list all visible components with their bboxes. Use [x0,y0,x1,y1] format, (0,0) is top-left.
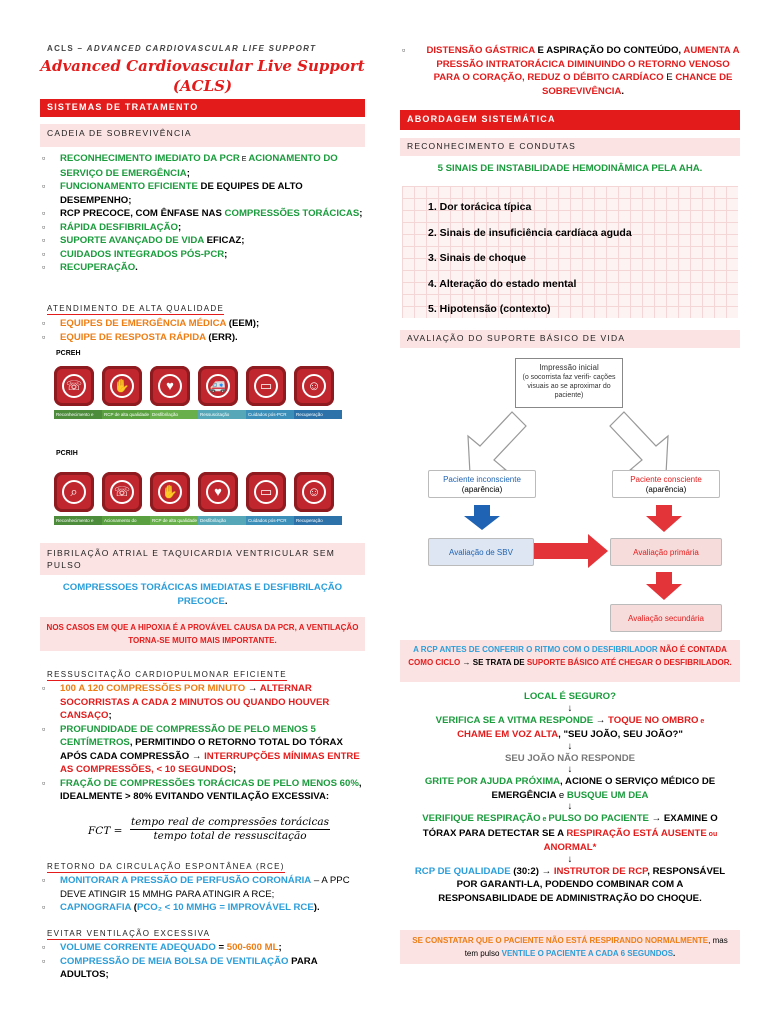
list-item [40,221,365,235]
text-run: ; [224,248,228,260]
segment: Cuidados pós-PCR [246,516,294,525]
list-item [40,248,365,262]
section-bar-sistemas: SISTEMAS DE TRATAMENTO [40,99,365,117]
avaliacao-primaria-box: Avaliação primária [610,538,722,566]
rcp-note [400,640,740,682]
avaliacao-sbv-box: Avaliação de SBV [428,538,534,566]
impressao-text: (o socorrista faz verifi- cações visuais ao se aproximar do paciente) [522,374,616,399]
text-run: VOLUME CORRENTE ADEQUADO [60,942,216,953]
pcreh-banner [54,362,342,444]
fct-denominator: tempo total de ressuscitação [153,830,307,842]
segment: Recuperação [294,410,342,419]
text-run: INTERRUPÇÕES MÍNIMAS ENTRE AS COMPRESSÕES, < 10 SEGUNDOS [60,750,360,775]
text-run: FUNCIONAMENTO EFICIENTE [60,181,198,192]
text-run: e [558,789,565,801]
section-bar-fa: FIBRILAÇÃO ATRIAL E TAQUICARDIA VENTRICULAR SEM PULSO [40,543,365,575]
text-run: , RESPONSÁVEL POR GARANTI-LA, PODENDO COMBINAR COM A RESPONSABILIDADE DE ADMINISTRAÇÃO DO CHOQUE. [438,865,726,904]
text-run: RCP DE QUALIDADE [414,865,511,877]
magnifier-icon: ⌕ [54,472,94,512]
list-item [40,874,365,901]
fa-conduct: COMPRESSOES TORÁCICAS IMEDIATAS E DESFIBRILAÇÃO PRECOCE. [62,582,343,607]
step-local-seguro: LOCAL É SEGURO? [523,691,617,702]
outline-arrow-left [468,412,526,474]
text-run: e [540,816,549,823]
text-run: → [593,714,609,726]
distensao-list [400,44,740,98]
text-run: NÃO É CONTADA COMO CICLO [408,645,727,667]
text-run: SUPORTE AVANÇADO DE VIDA [60,235,204,246]
list-item [40,331,365,345]
subheading-rce: RETORNO DA CIRCULAÇÃO ESPONTÂNEA (RCE) [47,862,285,871]
sinal-item: 3. Sinais de choque [428,252,527,264]
segment: Reconhecimento e acionamento do serviço médico de emergência [54,410,102,419]
impressao-title: Impressão inicial [539,363,599,372]
avaliacao-secundaria-box: Avaliação secundária [610,604,722,632]
list-item [40,682,365,723]
list-item [40,152,365,180]
text-run: ou [706,830,718,838]
text-run: AUMENTA A PRESSÃO INTRATORÁCICA DIMINUINDO O RETORNO VENOSO PARA O CORAÇÃO, REDUZ O DÉBITO CARDÍACO [433,45,740,83]
final-note [400,930,740,964]
outline-arrow-right [610,412,668,474]
text-run: SE CONSTATAR QUE O PACIENTE NÃO ESTÁ RESPIRANDO NORMALMENTE [412,936,709,945]
cpr-hands-icon: ✋ [150,472,190,512]
text-run: . [135,262,138,273]
list-item [40,317,365,331]
text-run: (30:2) → [510,865,554,877]
text-run: ; [233,764,237,775]
text-run: TOQUE NO OMBRO [608,714,699,726]
text-run: , PERMITINDO O RETORNO TOTAL DO TÓRAX APÓS CADA COMPRESSÃO → [60,737,343,762]
sinal-item: 2. Sinais de insuficiência cardíaca aguda [428,226,632,239]
rce-list [40,874,365,915]
step-rcp [400,865,740,906]
text-run: e [698,717,705,725]
segment: Reconhecimento e prevenção precoces [54,516,102,525]
segment: Desfibrilação [150,410,198,419]
section-bar-abordagem: ABORDAGEM SISTEMÁTICA [400,110,740,130]
text-run: COMPRESSÕES TORÁCICAS [224,208,360,219]
text-run: – A PPC DEVE ATINGIR 15 MMHG PARA ATINGIR A RCE; [60,875,350,900]
phone-icon: ☏ [54,366,94,406]
segment: Cuidados pós-PCR [246,410,294,419]
list-item [40,955,365,982]
text-run: CHAME EM VOZ ALTA [457,729,559,740]
step-arrow: ↓ [567,740,573,752]
text-run: A RCP ANTES DE CONFERIR O RITMO COM O DESFIBRILADOR [413,645,660,654]
cadeia-list [40,152,365,275]
sinal-item: 5. Hipotensão (contexto) [428,303,551,315]
fct-numerator: tempo real de compressões torácicas [131,816,329,828]
hipoxia-note: NOS CASOS EM QUE A HIPOXIA É A PROVÁVEL CAUSA DA PCR, A VENTILAÇÃO TORNA-SE MUITO MAIS IMPORTANTE. [40,617,365,651]
text-run: PARA ADULTOS; [60,955,318,980]
text-run: RECUPERAÇÃO [60,262,136,273]
text-run: ; [186,167,190,179]
step-arrow: ↓ [567,764,573,775]
consciente-label: Paciente consciente [630,475,702,484]
text-run: ALTERNAR SOCORRISTAS A CADA 2 MINUTOS OU QUANDO HOUVER CANSAÇO [60,683,330,721]
text-run: VENTILE O PACIENTE A CADA 6 SEGUNDOS [501,949,674,958]
section-bar-cadeia: CADEIA DE SOBREVIVÊNCIA [40,124,365,147]
aparencia-label: (aparência) [645,485,687,494]
text-run: , ACIONE O SERVIÇO MÉDICO DE EMERGÊNCIA [491,776,716,801]
section-bar-avaliacao: AVALIAÇÃO DO SUPORTE BÁSICO DE VIDA [400,330,740,348]
text-run: , mas tem pulso [464,936,728,958]
hospital-bed-icon: ▭ [246,472,286,512]
text-run: COMPRESSÃO DE MEIA BOLSA DE VENTILAÇÃO [60,955,289,967]
segment: RCP de alta qualidade [152,518,197,523]
text-run: = [215,942,227,953]
hospital-bed-icon: ▭ [246,366,286,406]
ressuscitacao-list [40,682,365,804]
paciente-consciente-box [612,470,720,498]
text-run: SUPORTE BÁSICO ATÉ CHEGAR O DESFIBRILADOR. [526,657,732,667]
text-run: E [239,156,249,163]
text-run: RECONHECIMENTO IMEDIATO DA PCR [60,153,240,164]
inconsciente-label: Paciente inconsciente [443,475,521,484]
list-item [40,941,365,955]
list-item [40,261,365,275]
sinal-item: 1. Dor torácica típica [428,201,532,213]
paciente-inconsciente-box [428,470,536,498]
fct-lhs: FCT = [88,825,123,837]
ventilacao-list [40,941,365,982]
text-run: PCO₂ < 10 MMHG = IMPROVÁVEL RCE [136,902,314,913]
ambulance-icon: 🚑 [198,366,238,406]
text-run: EQUIPES DE EMERGÊNCIA MÉDICA [60,318,227,329]
text-run: CAPNOGRAFIA [60,902,132,913]
text-run: INSTRUTOR DE RCP [553,865,648,877]
sinal-item: 4. Alteração do estado mental [428,277,577,290]
text-run: PROFUNDIDADE DE COMPRESSÃO DE PELO MENOS 5 CENTÍMETROS [60,723,316,748]
atendimento-list [40,317,365,344]
list-item [40,180,365,207]
text-run: ANORMAL* [543,842,597,853]
text-run: DE EQUIPES DE ALTO DESEMPENHO; [60,181,303,206]
text-run: ). [313,902,320,913]
text-run: (ERR). [205,331,238,343]
text-run: PULSO DO PACIENTE [548,813,649,824]
text-run: ACIONAMENTO DO SERVIÇO DE EMERGÊNCIA [60,153,338,179]
subheading-ventilacao: EVITAR VENTILAÇÃO EXCESSIVA [47,929,211,938]
step-verifique [400,812,740,855]
text-run: BUSQUE UM DEA [564,789,649,801]
distensao-item [400,44,740,98]
text-run: ; [177,221,182,233]
text-run: 500-600 ML [226,942,279,953]
text-run: ; [278,942,282,953]
heart-defib-icon: ♥ [198,472,238,512]
text-run: MONITORAR A PRESSÃO DE PERFUSÃO CORONÁRIA [60,875,312,886]
segment: Recuperação [294,516,342,525]
text-run: E [663,72,676,83]
cpr-hands-icon: ✋ [102,366,142,406]
text-run: , "SEU JOÃO, SEU JOÃO?" [558,729,683,740]
text-run: CHANCE DE SOBREVIVÊNCIA [541,72,733,97]
pcrih-banner [54,468,342,541]
family-icon: ☺ [294,472,334,512]
impressao-inicial-box [515,358,623,408]
text-run: → EXAMINE O TÓRAX PARA DETECTAR SE A [422,813,718,839]
text-run: ; [359,208,363,219]
sinais-list [428,195,632,323]
text-run: RESPIRAÇÃO ESTÁ AUSENTE [566,827,707,839]
text-run: → SE TRATA DE [460,657,527,667]
section-bar-reconhecimento: RECONHECIMENTO E CONDUTAS [400,138,740,156]
text-run: EFICAZ; [203,235,245,246]
text-run: ( [131,902,137,913]
text-run: EQUIPE DE RESPOSTA RÁPIDA [60,331,206,343]
aparencia-label: (aparência) [461,485,503,494]
text-run: , IDEALMENTE > 80% EVITANDO VENTILAÇÃO EXCESSIVA: [60,777,362,802]
phone-icon: ☏ [102,472,142,512]
pcreh-label: PCREH [56,350,81,357]
pcrih-label: PCRIH [56,450,78,457]
text-run: CUIDADOS INTEGRADOS PÓS-PCR [60,248,225,260]
header-eyebrow: ACLS – ADVANCED CARDIOVASCULAR LIFE SUPPORT [47,44,317,53]
text-run: VERIFIQUE RESPIRAÇÃO [422,813,541,824]
text-run: RÁPIDA DESFIBRILAÇÃO [60,221,178,233]
list-item [40,207,365,221]
segment: Desfibrilação [198,516,246,525]
text-run: 100 A 120 COMPRESSÕES POR MINUTO [60,683,246,694]
text-run: E ASPIRAÇÃO DO CONTEÚDO, [534,45,684,56]
text-run: GRITE POR AJUDA PRÓXIMA [424,776,561,787]
red-down-arrow [646,572,682,600]
text-run: . [621,85,625,97]
heart-defib-icon: ♥ [150,366,190,406]
sbv-steps [400,690,740,905]
subheading-atendimento: ATENDIMENTO DE ALTA QUALIDADE [47,304,225,313]
segment: Acionamento do serviço médico de emergência [102,516,150,525]
red-down-arrow [646,505,682,532]
step-verifica [400,714,740,742]
segment: RCP de alta qualidade [104,412,149,417]
text-run: (EEM); [226,318,260,329]
list-item [40,901,365,915]
list-item [40,777,365,804]
step-arrow: ↓ [567,801,573,812]
list-item [40,723,365,777]
step-nao-responde: SEU JOÃO NÃO RESPONDE [504,752,636,764]
text-run: RCP PRECOCE, COM ÊNFASE NAS [60,208,225,219]
text-run: → [245,683,260,694]
subheading-ressuscitacao: RESSUSCITAÇÃO CARDIOPULMONAR EFICIENTE [47,670,287,679]
page-title: Advanced Cardiovascular Live Support (ACLS) [40,57,365,95]
text-run: VERIFICA SE A VITMA RESPONDE [435,714,594,726]
sinais-title: 5 SINAIS DE INSTABILIDADE HEMODINÂMICA PELA AHA. [437,163,703,174]
blue-down-arrow [464,505,500,530]
text-run: ; [108,710,112,721]
step-arrow: ↓ [567,702,573,714]
text-run: . [673,949,676,958]
text-run: FRAÇÃO DE COMPRESSÕES TORÁCICAS DE PELO MENOS 60% [60,777,359,789]
step-arrow: ↓ [567,853,573,865]
family-icon: ☺ [294,366,334,406]
segment: Ressuscitação avançada [198,410,246,419]
text-run: DISTENSÃO GÁSTRICA [426,45,535,56]
list-item [40,234,365,248]
step-grite [400,775,740,802]
left-column [40,0,365,1024]
